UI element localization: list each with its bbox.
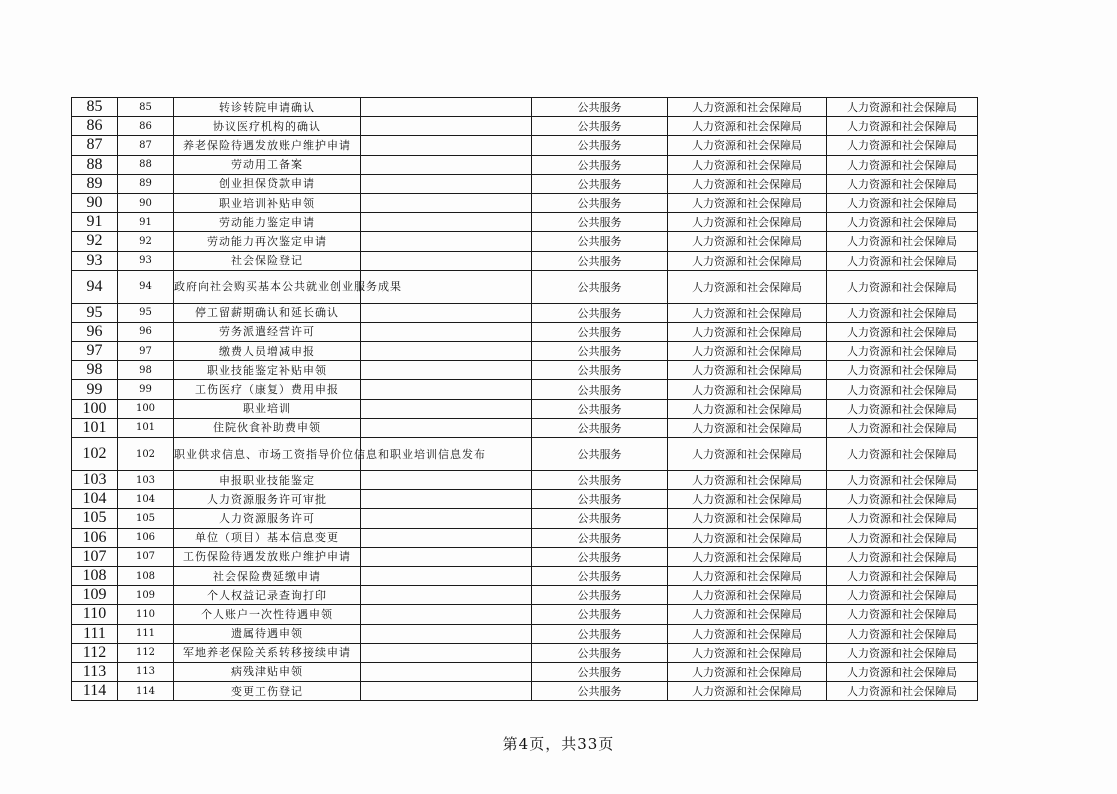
item-type: 公共服务 xyxy=(532,662,668,681)
item-name: 停工留薪期确认和延长确认 xyxy=(174,303,361,322)
item-type: 公共服务 xyxy=(532,624,668,643)
row-sequence-number: 98 xyxy=(72,361,118,380)
item-name: 协议医疗机构的确认 xyxy=(174,117,361,136)
table-row xyxy=(72,566,978,585)
executing-department: 人力资源和社会保障局 xyxy=(827,213,978,232)
item-type: 公共服务 xyxy=(532,643,668,662)
row-sequence-number: 104 xyxy=(72,490,118,509)
implementing-authority: 人力资源和社会保障局 xyxy=(668,418,827,437)
row-sequence-number: 103 xyxy=(72,471,118,490)
item-code xyxy=(361,174,532,193)
item-type: 公共服务 xyxy=(532,605,668,624)
item-name: 人力资源服务许可 xyxy=(174,509,361,528)
item-code xyxy=(361,528,532,547)
executing-department: 人力资源和社会保障局 xyxy=(827,251,978,270)
item-number: 107 xyxy=(118,547,174,566)
row-sequence-number: 106 xyxy=(72,528,118,547)
executing-department: 人力资源和社会保障局 xyxy=(827,662,978,681)
implementing-authority: 人力资源和社会保障局 xyxy=(668,682,827,701)
executing-department: 人力资源和社会保障局 xyxy=(827,490,978,509)
implementing-authority: 人力资源和社会保障局 xyxy=(668,471,827,490)
item-code xyxy=(361,662,532,681)
row-sequence-number: 109 xyxy=(72,586,118,605)
row-sequence-number: 94 xyxy=(72,270,118,303)
item-type: 公共服务 xyxy=(532,270,668,303)
row-sequence-number: 108 xyxy=(72,566,118,585)
row-sequence-number: 88 xyxy=(72,155,118,174)
item-number: 98 xyxy=(118,361,174,380)
item-type: 公共服务 xyxy=(532,251,668,270)
item-name: 劳动能力再次鉴定申请 xyxy=(174,232,361,251)
item-name: 社会保险登记 xyxy=(174,251,361,270)
table-row xyxy=(72,270,978,303)
item-type: 公共服务 xyxy=(532,117,668,136)
item-number: 93 xyxy=(118,251,174,270)
executing-department: 人力资源和社会保障局 xyxy=(827,438,978,471)
implementing-authority: 人力资源和社会保障局 xyxy=(668,399,827,418)
executing-department: 人力资源和社会保障局 xyxy=(827,98,978,117)
executing-department: 人力资源和社会保障局 xyxy=(827,117,978,136)
table-row xyxy=(72,342,978,361)
item-name: 住院伙食补助费申领 xyxy=(174,418,361,437)
implementing-authority: 人力资源和社会保障局 xyxy=(668,136,827,155)
table-row xyxy=(72,251,978,270)
item-name: 社会保险费延缴申请 xyxy=(174,566,361,585)
item-number: 92 xyxy=(118,232,174,251)
row-sequence-number: 87 xyxy=(72,136,118,155)
item-number: 110 xyxy=(118,605,174,624)
item-code xyxy=(361,193,532,212)
item-code xyxy=(361,380,532,399)
executing-department: 人力资源和社会保障局 xyxy=(827,174,978,193)
executing-department: 人力资源和社会保障局 xyxy=(827,471,978,490)
row-sequence-number: 90 xyxy=(72,193,118,212)
executing-department: 人力资源和社会保障局 xyxy=(827,586,978,605)
item-type: 公共服务 xyxy=(532,342,668,361)
item-number: 106 xyxy=(118,528,174,547)
item-code xyxy=(361,117,532,136)
row-sequence-number: 112 xyxy=(72,643,118,662)
table-row xyxy=(72,418,978,437)
item-number: 86 xyxy=(118,117,174,136)
executing-department: 人力资源和社会保障局 xyxy=(827,605,978,624)
executing-department: 人力资源和社会保障局 xyxy=(827,155,978,174)
item-code xyxy=(361,361,532,380)
row-sequence-number: 93 xyxy=(72,251,118,270)
row-sequence-number: 89 xyxy=(72,174,118,193)
implementing-authority: 人力资源和社会保障局 xyxy=(668,213,827,232)
item-code xyxy=(361,509,532,528)
item-name: 工伤医疗（康复）费用申报 xyxy=(174,380,361,399)
table-row xyxy=(72,399,978,418)
item-type: 公共服务 xyxy=(532,471,668,490)
item-type: 公共服务 xyxy=(532,303,668,322)
executing-department: 人力资源和社会保障局 xyxy=(827,136,978,155)
item-name: 缴费人员增减申报 xyxy=(174,342,361,361)
item-type: 公共服务 xyxy=(532,547,668,566)
item-name: 个人账户一次性待遇申领 xyxy=(174,605,361,624)
implementing-authority: 人力资源和社会保障局 xyxy=(668,490,827,509)
item-type: 公共服务 xyxy=(532,155,668,174)
item-name: 转诊转院申请确认 xyxy=(174,98,361,117)
item-code xyxy=(361,490,532,509)
item-name: 政府向社会购买基本公共就业创业服务成果 xyxy=(174,270,361,303)
item-code xyxy=(361,213,532,232)
implementing-authority: 人力资源和社会保障局 xyxy=(668,547,827,566)
item-code xyxy=(361,232,532,251)
implementing-authority: 人力资源和社会保障局 xyxy=(668,586,827,605)
item-type: 公共服务 xyxy=(532,361,668,380)
table-row xyxy=(72,471,978,490)
item-code xyxy=(361,586,532,605)
executing-department: 人力资源和社会保障局 xyxy=(827,528,978,547)
row-sequence-number: 99 xyxy=(72,380,118,399)
item-type: 公共服务 xyxy=(532,682,668,701)
implementing-authority: 人力资源和社会保障局 xyxy=(668,322,827,341)
implementing-authority: 人力资源和社会保障局 xyxy=(668,509,827,528)
item-type: 公共服务 xyxy=(532,418,668,437)
executing-department: 人力资源和社会保障局 xyxy=(827,566,978,585)
row-sequence-number: 102 xyxy=(72,438,118,471)
executing-department: 人力资源和社会保障局 xyxy=(827,322,978,341)
row-sequence-number: 91 xyxy=(72,213,118,232)
executing-department: 人力资源和社会保障局 xyxy=(827,509,978,528)
item-name: 遗属待遇申领 xyxy=(174,624,361,643)
implementing-authority: 人力资源和社会保障局 xyxy=(668,193,827,212)
item-code xyxy=(361,471,532,490)
table-row xyxy=(72,490,978,509)
item-number: 105 xyxy=(118,509,174,528)
table-row xyxy=(72,509,978,528)
implementing-authority: 人力资源和社会保障局 xyxy=(668,380,827,399)
item-number: 108 xyxy=(118,566,174,585)
item-name: 养老保险待遇发放账户维护申请 xyxy=(174,136,361,155)
item-code xyxy=(361,98,532,117)
item-code xyxy=(361,682,532,701)
item-number: 96 xyxy=(118,322,174,341)
item-type: 公共服务 xyxy=(532,193,668,212)
implementing-authority: 人力资源和社会保障局 xyxy=(668,361,827,380)
item-number: 102 xyxy=(118,438,174,471)
item-code xyxy=(361,624,532,643)
item-number: 88 xyxy=(118,155,174,174)
row-sequence-number: 92 xyxy=(72,232,118,251)
table-row xyxy=(72,98,978,117)
item-code xyxy=(361,251,532,270)
item-type: 公共服务 xyxy=(532,322,668,341)
table-row xyxy=(72,624,978,643)
table-body xyxy=(72,98,978,701)
executing-department: 人力资源和社会保障局 xyxy=(827,303,978,322)
implementing-authority: 人力资源和社会保障局 xyxy=(668,155,827,174)
table-row xyxy=(72,528,978,547)
table-row xyxy=(72,117,978,136)
executing-department: 人力资源和社会保障局 xyxy=(827,270,978,303)
item-name: 单位（项目）基本信息变更 xyxy=(174,528,361,547)
item-type: 公共服务 xyxy=(532,98,668,117)
item-number: 89 xyxy=(118,174,174,193)
item-number: 113 xyxy=(118,662,174,681)
table-row xyxy=(72,380,978,399)
implementing-authority: 人力资源和社会保障局 xyxy=(668,566,827,585)
item-code xyxy=(361,418,532,437)
row-sequence-number: 95 xyxy=(72,303,118,322)
table-row xyxy=(72,662,978,681)
table-row xyxy=(72,547,978,566)
item-type: 公共服务 xyxy=(532,399,668,418)
implementing-authority: 人力资源和社会保障局 xyxy=(668,174,827,193)
row-sequence-number: 97 xyxy=(72,342,118,361)
item-name: 劳动用工备案 xyxy=(174,155,361,174)
item-code xyxy=(361,155,532,174)
table-row xyxy=(72,174,978,193)
implementing-authority: 人力资源和社会保障局 xyxy=(668,643,827,662)
item-number: 100 xyxy=(118,399,174,418)
item-name: 变更工伤登记 xyxy=(174,682,361,701)
item-type: 公共服务 xyxy=(532,566,668,585)
item-code xyxy=(361,566,532,585)
table-row xyxy=(72,303,978,322)
item-type: 公共服务 xyxy=(532,232,668,251)
item-code xyxy=(361,547,532,566)
row-sequence-number: 85 xyxy=(72,98,118,117)
item-type: 公共服务 xyxy=(532,509,668,528)
item-number: 90 xyxy=(118,193,174,212)
row-sequence-number: 107 xyxy=(72,547,118,566)
implementing-authority: 人力资源和社会保障局 xyxy=(668,624,827,643)
table-row xyxy=(72,438,978,471)
table-row xyxy=(72,605,978,624)
implementing-authority: 人力资源和社会保障局 xyxy=(668,605,827,624)
implementing-authority: 人力资源和社会保障局 xyxy=(668,528,827,547)
page-number-footer: 第4页，共33页 xyxy=(502,735,615,753)
item-name: 申报职业技能鉴定 xyxy=(174,471,361,490)
item-code xyxy=(361,342,532,361)
item-type: 公共服务 xyxy=(532,380,668,399)
item-type: 公共服务 xyxy=(532,174,668,193)
item-code xyxy=(361,322,532,341)
row-sequence-number: 96 xyxy=(72,322,118,341)
table-row xyxy=(72,682,978,701)
row-sequence-number: 110 xyxy=(72,605,118,624)
item-code xyxy=(361,643,532,662)
row-sequence-number: 113 xyxy=(72,662,118,681)
item-code xyxy=(361,605,532,624)
table-row xyxy=(72,213,978,232)
item-name: 劳务派遣经营许可 xyxy=(174,322,361,341)
implementing-authority: 人力资源和社会保障局 xyxy=(668,270,827,303)
item-name: 职业供求信息、市场工资指导价位信息和职业培训信息发布 xyxy=(174,438,361,471)
item-name: 职业培训补贴申领 xyxy=(174,193,361,212)
executing-department: 人力资源和社会保障局 xyxy=(827,547,978,566)
item-name: 工伤保险待遇发放账户维护申请 xyxy=(174,547,361,566)
row-sequence-number: 114 xyxy=(72,682,118,701)
row-sequence-number: 111 xyxy=(72,624,118,643)
item-number: 101 xyxy=(118,418,174,437)
item-name: 创业担保贷款申请 xyxy=(174,174,361,193)
table-row xyxy=(72,155,978,174)
item-number: 99 xyxy=(118,380,174,399)
item-type: 公共服务 xyxy=(532,490,668,509)
table-row xyxy=(72,232,978,251)
row-sequence-number: 100 xyxy=(72,399,118,418)
implementing-authority: 人力资源和社会保障局 xyxy=(668,662,827,681)
executing-department: 人力资源和社会保障局 xyxy=(827,361,978,380)
item-number: 109 xyxy=(118,586,174,605)
item-number: 104 xyxy=(118,490,174,509)
implementing-authority: 人力资源和社会保障局 xyxy=(668,303,827,322)
implementing-authority: 人力资源和社会保障局 xyxy=(668,342,827,361)
item-type: 公共服务 xyxy=(532,586,668,605)
item-number: 97 xyxy=(118,342,174,361)
item-code xyxy=(361,303,532,322)
executing-department: 人力资源和社会保障局 xyxy=(827,380,978,399)
item-code xyxy=(361,136,532,155)
item-number: 87 xyxy=(118,136,174,155)
item-name: 职业培训 xyxy=(174,399,361,418)
item-type: 公共服务 xyxy=(532,528,668,547)
service-items-table xyxy=(71,97,978,701)
item-name: 人力资源服务许可审批 xyxy=(174,490,361,509)
item-name: 劳动能力鉴定申请 xyxy=(174,213,361,232)
implementing-authority: 人力资源和社会保障局 xyxy=(668,251,827,270)
item-name: 病残津贴申领 xyxy=(174,662,361,681)
item-type: 公共服务 xyxy=(532,438,668,471)
item-number: 95 xyxy=(118,303,174,322)
item-name: 个人权益记录查询打印 xyxy=(174,586,361,605)
item-number: 94 xyxy=(118,270,174,303)
item-number: 114 xyxy=(118,682,174,701)
row-sequence-number: 86 xyxy=(72,117,118,136)
implementing-authority: 人力资源和社会保障局 xyxy=(668,232,827,251)
row-sequence-number: 101 xyxy=(72,418,118,437)
executing-department: 人力资源和社会保障局 xyxy=(827,342,978,361)
table-row xyxy=(72,586,978,605)
table-row xyxy=(72,643,978,662)
item-number: 85 xyxy=(118,98,174,117)
table-row xyxy=(72,322,978,341)
item-name: 军地养老保险关系转移接续申请 xyxy=(174,643,361,662)
item-number: 103 xyxy=(118,471,174,490)
executing-department: 人力资源和社会保障局 xyxy=(827,643,978,662)
executing-department: 人力资源和社会保障局 xyxy=(827,682,978,701)
executing-department: 人力资源和社会保障局 xyxy=(827,193,978,212)
item-code xyxy=(361,399,532,418)
table-row xyxy=(72,361,978,380)
table-row xyxy=(72,136,978,155)
item-type: 公共服务 xyxy=(532,213,668,232)
item-number: 112 xyxy=(118,643,174,662)
item-number: 111 xyxy=(118,624,174,643)
row-sequence-number: 105 xyxy=(72,509,118,528)
item-name: 职业技能鉴定补贴申领 xyxy=(174,361,361,380)
table-row xyxy=(72,193,978,212)
executing-department: 人力资源和社会保障局 xyxy=(827,232,978,251)
executing-department: 人力资源和社会保障局 xyxy=(827,399,978,418)
executing-department: 人力资源和社会保障局 xyxy=(827,624,978,643)
implementing-authority: 人力资源和社会保障局 xyxy=(668,438,827,471)
item-type: 公共服务 xyxy=(532,136,668,155)
item-number: 91 xyxy=(118,213,174,232)
executing-department: 人力资源和社会保障局 xyxy=(827,418,978,437)
implementing-authority: 人力资源和社会保障局 xyxy=(668,98,827,117)
implementing-authority: 人力资源和社会保障局 xyxy=(668,117,827,136)
